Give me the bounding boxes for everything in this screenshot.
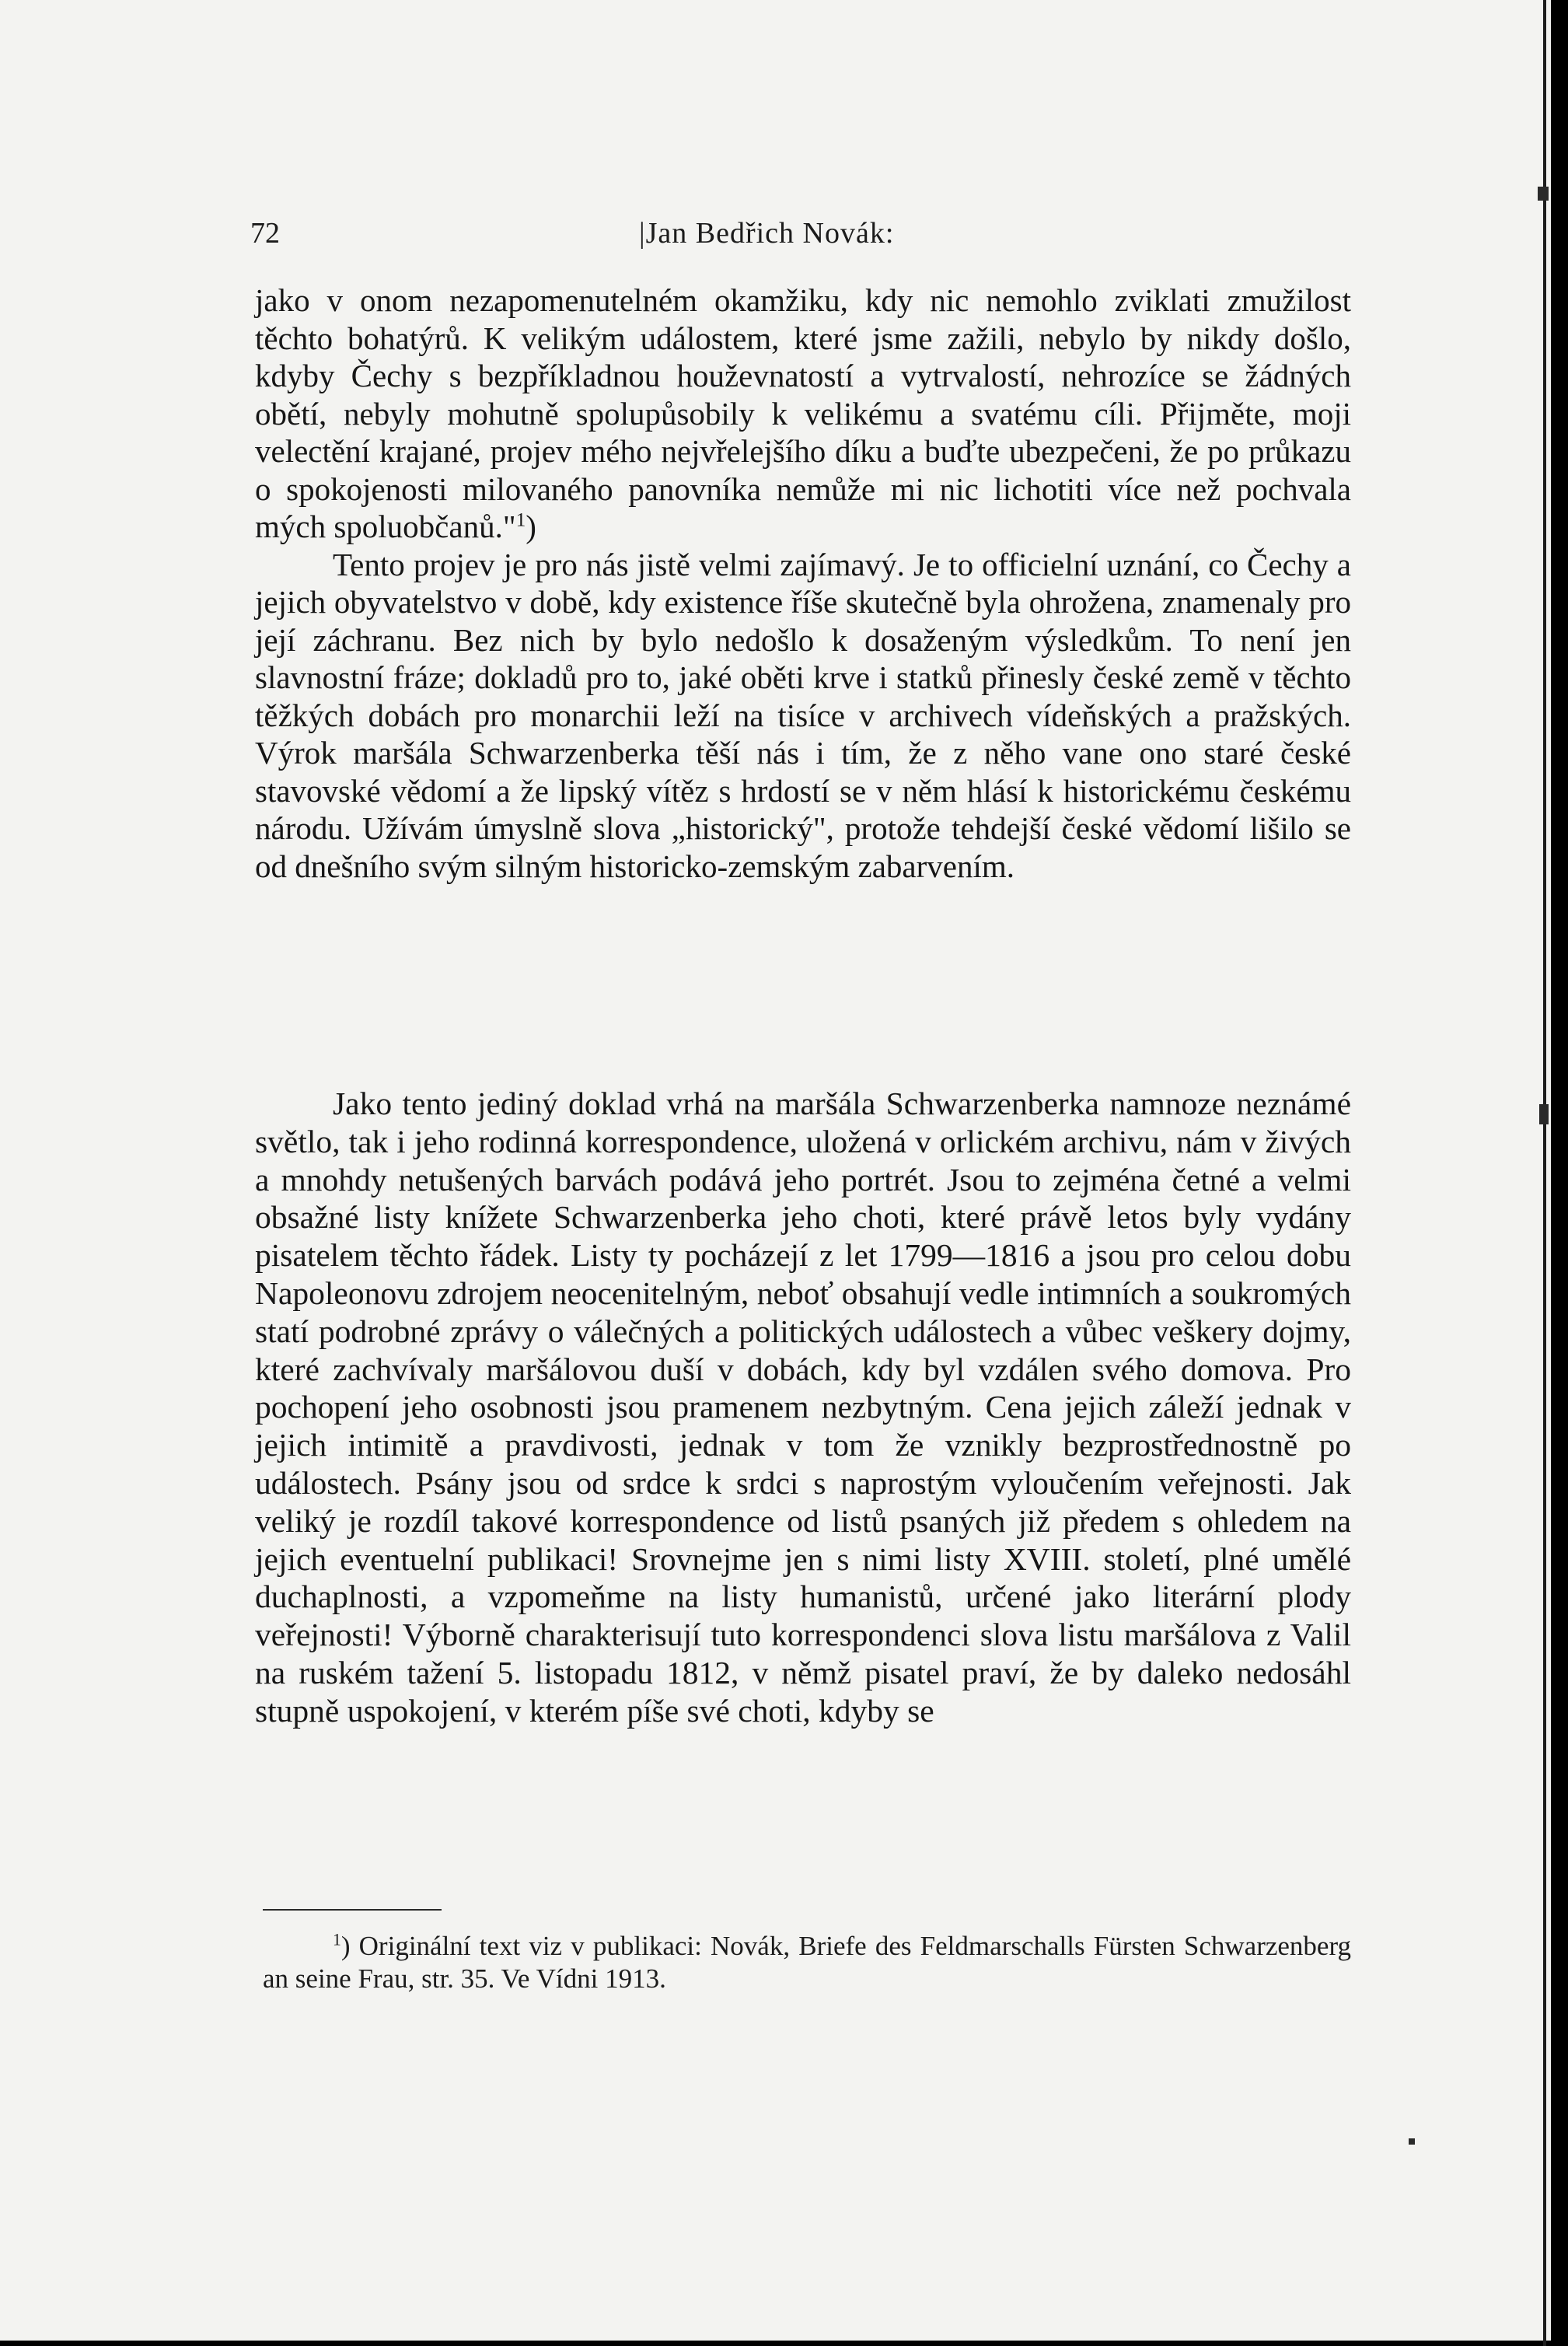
edge-mark [1538, 187, 1549, 201]
footnote-rule [263, 1909, 442, 1911]
body-text [255, 281, 1351, 885]
footnote-reference-close: ) [526, 509, 536, 544]
paragraph-2: Tento projev je pro nás jistě velmi zajímavý. Je to officielní uznání, co Čechy a jejich obyvatelstvo v době, kdy existence říše skutečně byla ohrožena, znamenaly pro její záchranu. Bez nich by bylo nedošlo k dosaženým výsledkům. To není jen slavnostní fráze; dokladů pro to, jaké oběti krve i statků přinesly české země v těchto těžkých dobách pro monarchii leží na tisíce v archivech vídeňských a pražských. Výrok maršála Schwarzenberka těší nás i tím, že z něho vane ono staré české stavovské vědomí a že lipský vítěz s hrdostí se v něm hlásí k historickému českému národu. Užívám úmyslně slova „historický", protože tehdejší české vědomí lišilo se od dnešního svým silným historicko-zemským zabarvením. [255, 546, 1351, 884]
page-header [250, 216, 1346, 255]
paragraph-1-text: jako v onom nezapomenutelném okamžiku, kdy nic nemohlo zviklati zmužilost těchto bohatýrů. K velikým událostem, které jsme zažili, nebylo by nikdy došlo, kdyby Čechy s bezpříkladnou houževnatostí a vytrvalostí, nehrozíce se žádných obětí, nebyly mohutně spolupůsobily k velikému a svatému cíli. Přijměte, moji velectění krajané, projev mého nejvřelejšího díku a buďte ubezpečeni, že po průkazu o spokojenosti milovaného panovníka nemůže mi nic lichotiti více než pochvala mých spoluobčanů." [255, 282, 1351, 544]
footnote-reference: 1 [515, 509, 526, 531]
footnote-text: Originální text viz v publikaci: Novák, Briefe des Feldmarschalls Fürsten Schwarzenberg an seine Frau, str. 35. Ve Vídni 1913. [263, 1931, 1351, 1994]
paragraph-3: Jako tento jediný doklad vrhá na maršála Schwarzenberka namnoze neznámé světlo, tak i jeho rodinná korrespondence, uložená v orlickém archivu, nám v živých a mnohdy netušených barvách podává jeho portrét. Jsou to zejména četné a velmi obsažné listy knížete Schwarzenberka jeho choti, které právě letos byly vydány pisatelem těchto řádek. Listy ty pocházejí z let 1799—1816 a jsou pro celou dobu Napoleonovu zdrojem neocenitelným, neboť obsahují vedle intimních a soukromých statí podrobné zprávy o válečných a politických událostech a vůbec veškery dojmy, které zachvívaly maršálovou duší v dobách, kdy byl vzdálen svého domova. Pro pochopení jeho osobnosti jsou pramenem nezbytným. Cena jejich záleží jednak v jejich intimitě a pravdivosti, jednak v tom že vznikly bezprostřednostně po událostech. Psány jsou od srdce k srdci s naprostým vyloučením veřejnosti. Jak veliký je rozdíl takové korrespondence od listů psaných již předem s ohledem na jejich eventuelní publikaci! Srovnejme jen s nimi listy XVIII. století, plné umělé duchaplnosti, a vzpomeňme na listy humanistů, určené jako literární plody veřejnosti! Výborně charakterisují tuto korrespondenci slova listu maršálova z Valil na ruském tažení 5. listopadu 1812, v němž pisatel praví, že by daleko nedosáhl stupně uspokojení, v kterém píše své choti, kdyby se [255, 1086, 1351, 1729]
footnote-marker-close: ) [340, 1931, 351, 1961]
edge-mark [1539, 1104, 1549, 1124]
speck [1409, 2138, 1415, 2145]
page-edge-line [1543, 0, 1546, 2346]
page-number: 72 [250, 217, 280, 250]
running-head: |Jan Bedřich Novák: [639, 217, 895, 250]
footnote [263, 1930, 1351, 1995]
footnote-marker: 1 [333, 1930, 341, 1949]
paragraph-1 [255, 281, 1351, 546]
